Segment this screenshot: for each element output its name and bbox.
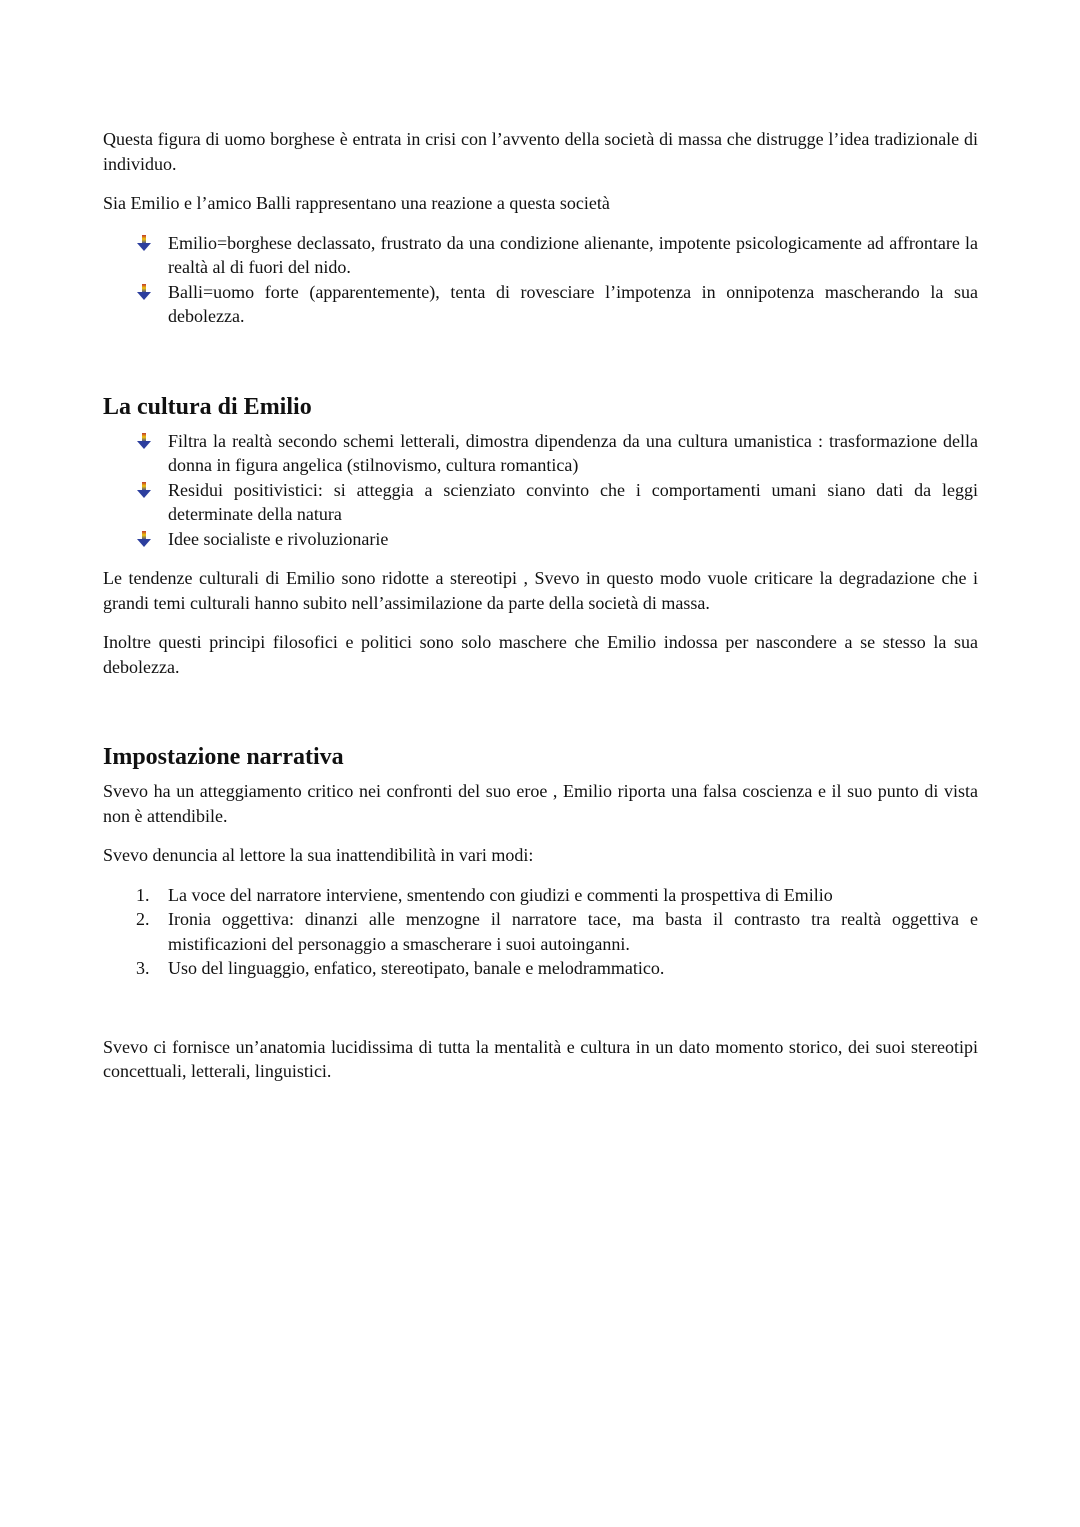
list-number: 3. (136, 958, 150, 978)
document-page (103, 127, 978, 1084)
bullet-text: Emilio=borghese declassato, frustrato da una condizione alienante, impotente psicologicamente ad affrontare la realtà al di fuori del nido. (168, 232, 978, 277)
section-heading-impostazione: Impostazione narrativa (103, 744, 344, 770)
cultura-bullet-list (103, 429, 978, 552)
list-number: 2. (136, 909, 150, 929)
list-item (103, 231, 978, 280)
item-text: Uso del linguaggio, enfatico, stereotipato, banale e melodrammatico. (168, 958, 665, 978)
impostazione-paragraph-1: Svevo ha un atteggiamento critico nei confronti del suo eroe , Emilio riporta una falsa coscienza e il suo punto di vista non è attendibile. (103, 781, 978, 826)
bullet-text: Idee socialiste e rivoluzionarie (168, 528, 389, 549)
intro-paragraph-2: Sia Emilio e l’amico Balli rappresentano una reazione a questa società (103, 193, 610, 213)
impostazione-paragraph-3: Svevo ci fornisce un’anatomia lucidissima di tutta la mentalità e cultura in un dato momento storico, dei suoi stereotipi concettuali, letterali, linguistici. (103, 1036, 978, 1081)
list-item (103, 429, 978, 478)
item-text: Ironia oggettiva: dinanzi alle menzogne il narratore tace, ma basta il contrasto tra realtà oggettiva e mistificazioni del personaggio a smascherare i suoi autoinganni. (168, 909, 978, 954)
list-item (103, 907, 978, 956)
section-heading-cultura: La cultura di Emilio (103, 393, 312, 420)
impostazione-paragraph-2: Svevo denuncia al lettore la sua inattendibilità in vari modi: (103, 845, 534, 865)
list-item (103, 527, 978, 552)
item-text: La voce del narratore interviene, smentendo con giudizi e commenti la prospettiva di Emilio (168, 884, 833, 905)
intro-bullet-list (103, 231, 978, 329)
list-item (103, 883, 978, 908)
list-number: 1. (136, 884, 150, 905)
bullet-text: Balli=uomo forte (apparentemente), tenta di rovesciare l’impotenza in onnipotenza mascherando la sua debolezza. (168, 281, 978, 326)
impostazione-numbered-list (103, 883, 978, 981)
bullet-text: Filtra la realtà secondo schemi letterali, dimostra dipendenza da una cultura umanistica : trasformazione della donna in figura angelica (stilnovismo, cultura romantica) (168, 430, 978, 475)
arrow-down-icon (136, 482, 152, 498)
arrow-down-icon (136, 235, 152, 251)
list-item (103, 478, 978, 527)
arrow-down-icon (136, 284, 152, 300)
arrow-down-icon (136, 531, 152, 547)
intro-paragraph-1: Questa figura di uomo borghese è entrata in crisi con l’avvento della società di massa che distrugge l’idea tradizionale di individuo. (103, 129, 978, 174)
arrow-down-icon (136, 433, 152, 449)
list-item (103, 280, 978, 329)
cultura-paragraph-1: Le tendenze culturali di Emilio sono ridotte a stereotipi , Svevo in questo modo vuole criticare la degradazione che i grandi temi culturali hanno subito nell’assimilazione da parte della società di massa. (103, 568, 978, 613)
bullet-text: Residui positivistici: si atteggia a scienziato convinto che i comportamenti umani siano dati da leggi determinate della natura (168, 479, 978, 524)
list-item (103, 956, 978, 981)
cultura-paragraph-2: Inoltre questi principi filosofici e politici sono solo maschere che Emilio indossa per nascondere a se stesso la sua debolezza. (103, 632, 978, 677)
